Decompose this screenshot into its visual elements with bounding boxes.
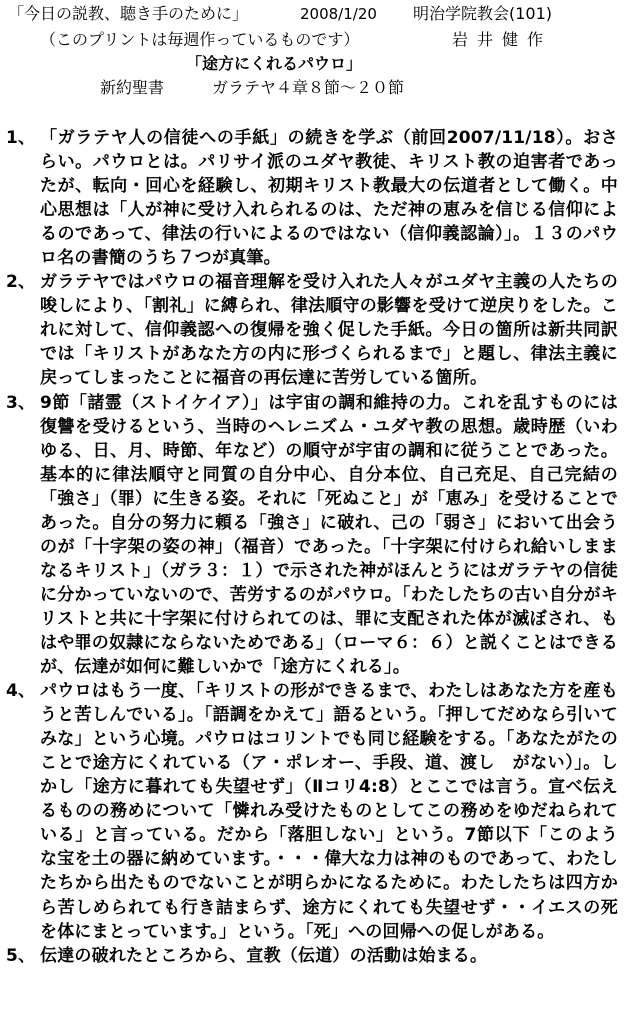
note-paragraph-2	[6, 270, 618, 390]
paragraph-text: 「ガラテヤ人の信徒への手紙」の続きを学ぶ（前回2007/11/18）。おさらい。パウロとは。パリサイ派のユダヤ教徒、キリスト教の迫害者であったが、転向・回心を経験し、初期キリスト教最大の伝道者として働く。中心思想は「人が神に受け入れられるのは、ただ神の恵みを信じる信仰によるのであって、律法の行いによるのではない（信仰義認論）」。１３のパウロ名の書簡のうち７つが真筆。	[40, 128, 618, 269]
paragraph-text: ガラテヤではパウロの福音理解を受け入れた人々がユダヤ主義の人たちの唆しにより、「割礼」に縛られ、律法順守の影響を受けて逆戻りをした。これに対して、信仰義認への復帰を強く促した手紙。今日の箇所は新共同訳では「キリストがあなた方の内に形づくられるまで」と題し、律法主義に戻ってしまったことに福音の再伝達に苦労している箇所。	[40, 272, 618, 389]
sermon-title: 「途方にくれるパウロ」	[186, 54, 363, 73]
paragraph-text: 伝達の破れたところから、宣教（伝道）の活動は始まる。	[40, 945, 488, 966]
paragraph-number: 5、	[6, 945, 36, 966]
handout-date: 2008/1/20	[300, 5, 377, 23]
sermon-notes	[6, 126, 618, 968]
paragraph-number: 4、	[6, 681, 36, 702]
pastor-name: 岩井健作	[452, 30, 553, 49]
paragraph-text: パウロはもう一度、「キリストの形ができるまで、わたしはあなた方を産もうと苦しんでいる」。「語調をかえて」語るという。「押してだめなら引いてみな」という心境。パウロはコリントでも同じ経験をする。「あなたがたのことで途方にくれている（ア・ポレオー、手段、道、渡し がない）」。しかし「途方に暮れても失望せず」（Ⅱコリ4:8）とここでは言う。宣べ伝えるものの務めについて「憐れみ受けたものとしてこの務めをゆだねられている」と言っている。だから「落胆しない」という。7節以下「このような宝を土の器に納めています。・・・偉大な力は神のものであって、わたしたちから出たものでないことが明らかになるために。わたしたちは四方から苦しめられても行き詰まらず、途方にくれても失望せず・・イエスの死を体にまとっています。」という。「死」への回帰への促しがある。	[40, 681, 618, 942]
paragraph-number: 3、	[6, 392, 36, 413]
handout-note: （このプリントは毎週作っているものです）	[40, 30, 360, 49]
handout-title: 「今日の説教、聴き手のために」	[8, 4, 249, 23]
note-paragraph-3	[6, 391, 618, 680]
paragraph-text: 9節「諸霊（ストイケイア）」は宇宙の調和維持の力。これを乱すものには復讐を受けるという、当時のヘレニズム・ユダヤ教の思想。歳時歴（いわゆる、日、月、時節、年など）の順守が宇宙の調和に従うことであった。基本的に律法順守と同質の自分中心、自分本位、自己充足、自己完結の「強さ」（罪）に生きる姿。それに「死ぬこと」が「恵み」を受けることであった。自分の努力に頼る「強さ」に破れ、己の「弱さ」において出会うのが「十字架の姿の神」（福音）であった。「十字架に付けられ給いしままなるキリスト」（ガラ３：１）で示された神がほんとうにはガラテヤの信徒に分かっていないので、苦労するのがパウロ。「わたしたちの古い自分がキリストと共に十字架に付けられてのは、罪に支配された体が滅ぼされ、もはや罪の奴隷にならないためである」（ローマ６：６）と説くことはできるが、伝達が如何に難しいかで「途方にくれる」。	[40, 392, 618, 678]
note-paragraph-5	[6, 944, 618, 968]
church-name: 明治学院教会(101)	[413, 4, 553, 23]
note-paragraph-4	[6, 679, 618, 944]
scripture-reference: 新約聖書 ガラテヤ４章８節～２０節	[100, 78, 405, 97]
paragraph-number: 2、	[6, 272, 36, 293]
note-paragraph-1	[6, 126, 618, 270]
paragraph-number: 1、	[6, 128, 36, 148]
